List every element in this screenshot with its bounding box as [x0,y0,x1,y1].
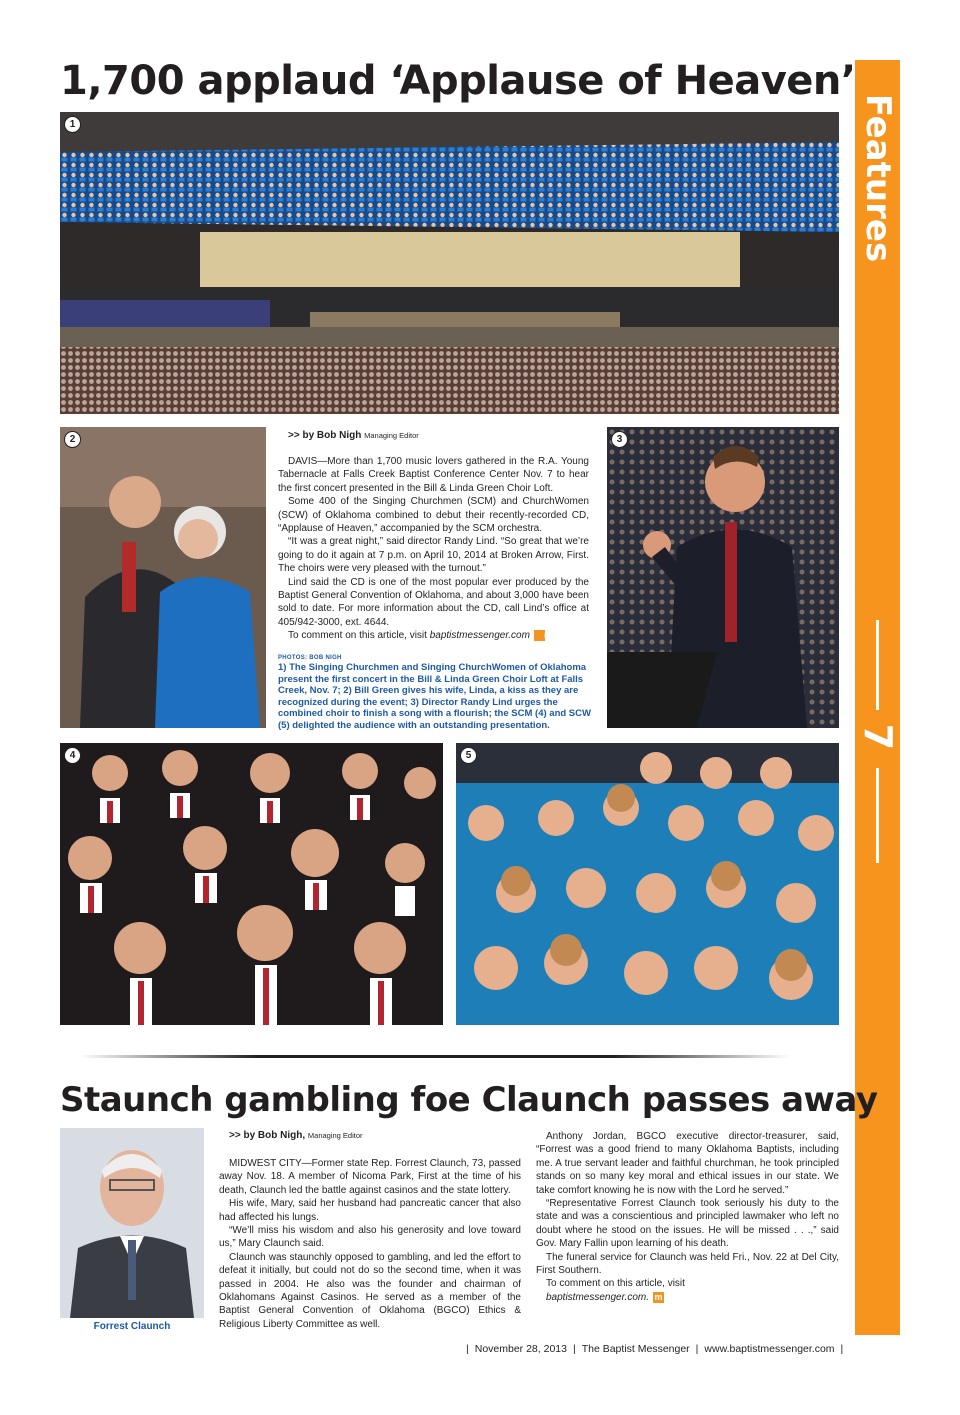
page-number: 7 [856,723,900,751]
portrait-image [60,1128,204,1318]
article2-paragraph: “We’ll miss his wisdom and also his generosity and love toward us,” Mary Claunch said. [219,1225,521,1250]
photo-number-1: 1 [64,116,81,133]
photo-singing-churchwomen [456,743,839,1025]
article2-comment-link[interactable]: baptistmessenger.com. [546,1291,650,1303]
photo-caption: 1) The Singing Churchmen and Singing ChurchWomen of Oklahoma present the first concert in the Bill & Linda Green Choir Loft at Falls Creek, Nov. 7; 2) Bill Green gives his wife, Linda, a kiss as they are recognized during the event; 3) Director Randy Lind urges the combined choir to finish a song with a flourish; the SCM (4) and SCW (5) delighted the audience with an outstanding presentation. [278,662,591,731]
photo-number-3: 3 [611,431,628,448]
sidebar-rule-lower [876,768,879,863]
photo-credit: PHOTOS: BOB NIGH [278,655,342,661]
photo-director [607,427,839,728]
sidebar-rule-upper [876,620,879,710]
messenger-logo-icon: m [534,630,545,641]
article2-comment-link-line [536,1291,839,1304]
article2-headline: Staunch gambling foe Claunch passes away [60,1080,878,1120]
photo-number-2: 2 [64,431,81,448]
singing-churchmen-image [60,743,443,1025]
article1-paragraph: Lind said the CD is one of the most popular ever produced by the Baptist General Convention of Oklahoma, and about 3,000 have been sold to date. For more information about the CD, call Lind’s office at 405/942-3000, ext. 4644. [278,576,589,628]
article2-byline: >> by Bob Nigh, Managing Editor [229,1130,363,1141]
page-footer [460,1343,849,1355]
article1-paragraph: Some 400 of the Singing Churchmen (SCM) and ChurchWomen (SCW) of Oklahoma combined to debut their recently-recorded CD, “Applause of Heaven,” accompanied by the SCM orchestra. [278,496,589,535]
portrait-caption: Forrest Claunch [93,1321,171,1332]
footer-website[interactable]: www.baptistmessenger.com [704,1343,835,1355]
choir-concert-image [60,112,839,414]
photo-number-5: 5 [460,747,477,764]
article1-byline: >> by Bob Nigh Managing Editor [288,430,419,441]
director-image [607,427,839,728]
article2-column2 [536,1130,839,1304]
article2-paragraph: “Representative Forrest Claunch took seriously his duty to the state and was a conscientious and principled lawmaker who left no doubt where he stood on the issues. He will be missed . . .,” said Gov. Mary Fallin upon learning of his death. [536,1198,839,1250]
footer-separator: | [466,1343,469,1355]
portrait-forrest-claunch [60,1128,204,1318]
footer-date: November 28, 2013 [474,1343,567,1355]
photo-singing-churchmen [60,743,443,1025]
article2-paragraph: The funeral service for Claunch was held Fri., Nov. 22 at Del City, First Southern. [536,1251,839,1277]
article1-paragraph: DAVIS—More than 1,700 music lovers gathered in the R.A. Young Tabernacle at Falls Creek Baptist Conference Center Nov. 7 to hear the first concert presented in the Bill & Linda Green Choir Loft. [278,456,589,494]
article-divider [80,1055,790,1058]
article2-paragraph: Anthony Jordan, BGCO executive director-treasurer, said, “Forrest was a good friend to many Oklahoma Baptists, including me. A true servant leader and faithful churchman, he took principled stands on so many key moral and ethical issues in our state. We take comfort knowing he is now with the Lord he served.” [536,1131,839,1196]
article2-paragraph: His wife, Mary, said her husband had pancreatic cancer that also had affected his lungs. [219,1198,521,1223]
article2-comment: To comment on this article, visit [546,1278,685,1290]
footer-publication: The Baptist Messenger [581,1343,690,1355]
photo-choir-concert [60,112,839,414]
article2-column1 [219,1157,521,1331]
article1-comment-link[interactable]: baptistmessenger.com [429,630,530,642]
singing-churchwomen-image [456,743,839,1025]
article1-headline: 1,700 applaud ‘Applause of Heaven’ [60,58,856,104]
article1-paragraph: “It was a great night,” said director Randy Lind. “So great that we’re going to do it again at 7 p.m. on April 10, 2014 at Broken Arrow, First. The choirs were very pleased with the turnout.” [278,536,589,575]
green-couple-image [60,427,266,728]
article2-paragraph: MIDWEST CITY—Former state Rep. Forrest Claunch, 73, passed away Nov. 18. A member of Nicoma Park, First at the time of his death, Claunch led the battle against casinos and the state lottery. [219,1158,521,1196]
article2-paragraph: Claunch was staunchly opposed to gambling, and led the effort to defeat it initially, but could not do so the second time, when it was passed in 2004. He also was the founder and chairman of Oklahomans Against Casinos. He served as a member of the Baptist General Convention of Oklahoma (BGCO) Ethics & Religious Liberty Committee as well. [219,1251,521,1330]
section-label: Features [858,93,898,262]
footer-separator: | [695,1343,699,1355]
footer-separator: | [840,1343,844,1355]
messenger-logo-icon: m [654,1291,663,1302]
photo-number-4: 4 [64,747,81,764]
article1-body [278,455,589,643]
footer-separator: | [572,1343,576,1355]
article1-comment: To comment on this article, visit baptistmessenger.com m [288,630,552,642]
photo-green-couple [60,427,266,728]
